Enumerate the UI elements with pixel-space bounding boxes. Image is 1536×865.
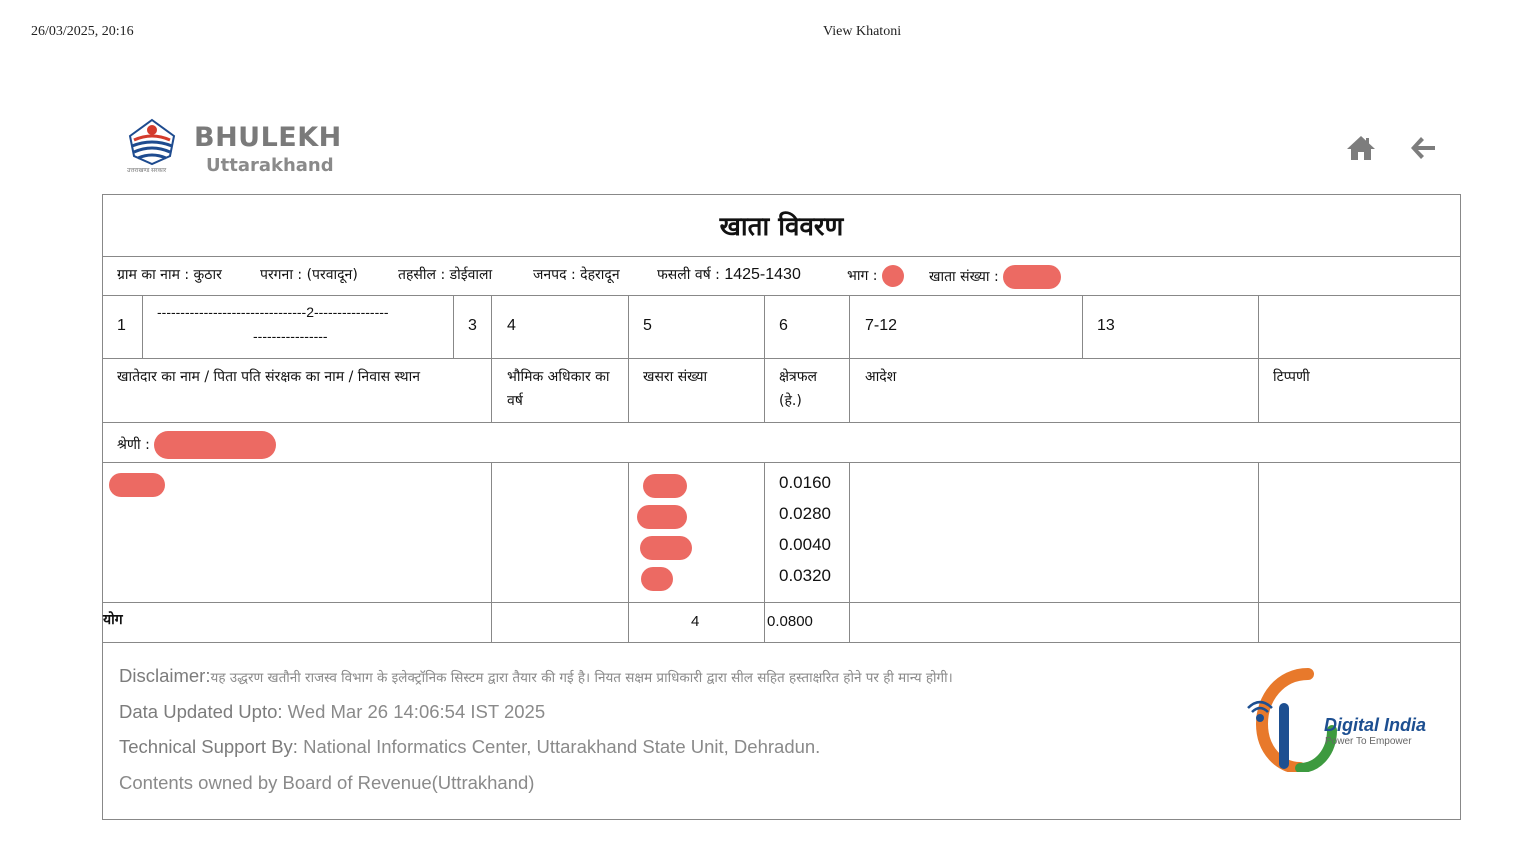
khata-number	[929, 265, 1061, 289]
redaction-mark	[154, 431, 276, 459]
col-number-4: 4	[507, 317, 516, 334]
district-name: जनपद : देहरादून	[533, 267, 620, 283]
khasra-redaction-mark	[643, 474, 687, 498]
col-number-3: 3	[468, 317, 477, 334]
meta-row	[103, 256, 1460, 296]
contents-owner: Contents owned by Board of Revenue(Uttrakhand)	[119, 772, 535, 793]
col-number-2-line1: --------------------------------2----------------	[157, 304, 389, 320]
redaction-mark	[882, 265, 904, 287]
area-value: 0.0280	[779, 504, 831, 523]
col-divider	[849, 295, 850, 422]
row-divider	[103, 462, 1460, 463]
disclaimer	[119, 665, 953, 687]
col-divider	[491, 295, 492, 422]
rights-year-header-line1: भौमिक अधिकार का	[507, 369, 610, 385]
total-khasra-count: 4	[691, 613, 700, 630]
col-divider	[1258, 462, 1259, 642]
col-divider	[1258, 295, 1259, 422]
data-updated-label: Data Updated Upto:	[119, 701, 288, 722]
technical-support-value: National Informatics Center, Uttarakhand State Unit, Dehradun.	[303, 736, 821, 757]
owner-header: खातेदार का नाम / पिता पति संरक्षक का नाम / निवास स्थान	[117, 369, 421, 385]
area-value: 0.0320	[779, 566, 831, 585]
category-field	[117, 431, 276, 459]
owner-redaction-mark	[109, 473, 165, 497]
brand-subtitle: Uttarakhand	[206, 155, 334, 176]
col-divider	[628, 462, 629, 642]
area-header-line2: (हे.)	[779, 393, 802, 409]
pargana-name: परगना : (परवादून)	[260, 267, 358, 283]
col-divider	[628, 295, 629, 422]
technical-support-label: Technical Support By:	[119, 736, 304, 757]
col-number-7-12: 7-12	[865, 317, 898, 334]
col-number-6: 6	[779, 317, 788, 334]
home-icon[interactable]	[1345, 133, 1377, 163]
khata-number-label: खाता संख्या :	[929, 269, 1004, 285]
row-divider	[103, 602, 1460, 603]
fasli-year-value: 1425-1430	[724, 266, 801, 283]
document-title: खाता विवरण	[719, 212, 844, 242]
print-datetime: 26/03/2025, 20:16	[31, 24, 134, 39]
col-divider	[849, 462, 850, 642]
category-label: श्रेणी :	[117, 437, 155, 453]
data-updated-value: Wed Mar 26 14:06:54 IST 2025	[287, 701, 546, 722]
khasra-redaction-mark	[637, 505, 687, 529]
area-header-line1: क्षेत्रफल	[779, 369, 818, 385]
khasra-redaction-mark	[641, 567, 673, 591]
disclaimer-text: यह उद्धरण खतौनी राजस्व विभाग के इलेक्ट्रॉनिक सिस्टम द्वारा तैयार की गई है। नियत सक्षम प्राधिकारी द्वारा सील सहित हस्ताक्षरित होने पर ही मान्य होगी।	[210, 670, 953, 686]
col-number-2-line2: ----------------	[253, 328, 328, 344]
tehsil-name: तहसील : डोईवाला	[398, 267, 493, 283]
brand-name: BHULEKH	[194, 122, 342, 153]
arrow-left-icon[interactable]	[1407, 133, 1439, 163]
khasra-number-header: खसरा संख्या	[643, 369, 708, 385]
col-divider	[764, 295, 765, 422]
row-divider	[103, 422, 1460, 423]
col-divider	[453, 295, 454, 358]
col-number-5: 5	[643, 317, 652, 334]
fasli-year	[657, 265, 801, 284]
area-value: 0.0160	[779, 473, 831, 492]
row-divider	[103, 358, 1460, 359]
khasra-redaction-mark	[640, 536, 692, 560]
total-area: 0.0800	[767, 613, 813, 630]
digital-india-title: Digital India	[1324, 715, 1427, 735]
col-divider	[491, 462, 492, 642]
technical-support	[119, 736, 820, 758]
redaction-mark	[1003, 265, 1061, 289]
bhulekh-logo[interactable]	[124, 118, 364, 180]
digital-india-tagline: Power To Empower	[1325, 736, 1412, 747]
data-updated	[119, 701, 545, 723]
print-page-title: View Khatoni	[823, 24, 902, 39]
col-divider	[142, 295, 143, 358]
remarks-header: टिप्पणी	[1273, 369, 1310, 385]
document-title-row	[103, 195, 1460, 257]
rights-year-header-line2: वर्ष	[507, 393, 523, 409]
col-number-13: 13	[1097, 317, 1115, 334]
area-value: 0.0040	[779, 535, 831, 554]
col-number-1: 1	[117, 317, 126, 334]
disclaimer-label: Disclaimer:	[119, 665, 211, 686]
col-divider	[1082, 295, 1083, 358]
row-divider	[103, 642, 1460, 643]
order-header: आदेश	[865, 369, 897, 385]
fasli-year-label: फसली वर्ष :	[657, 267, 725, 283]
village-name: ग्राम का नाम : कुठार	[117, 267, 222, 283]
bhag-label: भाग :	[847, 268, 882, 284]
emblem-caption: उत्तराखण्ड सरकार	[127, 168, 167, 174]
bhag	[847, 265, 904, 287]
total-label: योग	[103, 612, 123, 628]
col-divider	[764, 462, 765, 642]
